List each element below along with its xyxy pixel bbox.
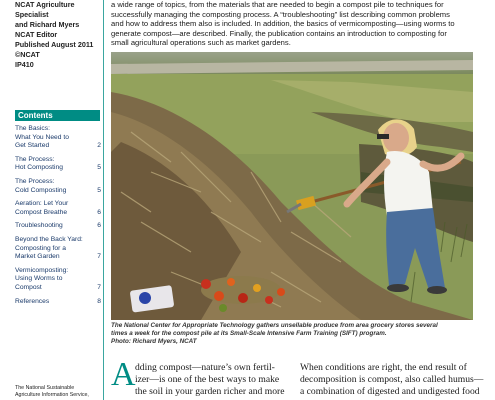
sidebar-footer [15,385,101,398]
body-column-right [300,362,484,398]
toc-entry-label: Beyond the Back Yard: [15,235,83,243]
toc-entry-label: Market Garden [15,253,60,261]
author-info-line: Published August 2011 [15,40,94,49]
toc-entry-label: Cold Composting [15,186,67,194]
toc-entry[interactable] [15,298,101,307]
toc-entry-page: 2 [97,142,101,150]
caption-line: Photo: Richard Myers, NCAT [111,338,197,346]
intro-line: a wide range of topics, from the materials that are needed to begin a compost pile to techniques for [111,0,444,9]
toc-entry-page: 7 [97,253,101,261]
body-text-line: dding compost—nature’s own fertil- [135,362,275,373]
author-info-line: NCAT Agriculture [15,0,75,9]
toc-entry-label: Compost Breathe [15,208,68,216]
toc-entry[interactable] [15,178,101,195]
toc-entry-page: 6 [97,222,101,230]
author-info-line: Specialist [15,10,49,19]
toc-entry-label: Hot Composting [15,164,63,172]
contents-heading: Contents [15,110,100,121]
toc-entry-page: 7 [97,283,101,291]
toc-entry-label: The Process: [15,177,55,185]
caption-line: times a week for the compost pile at its Small-Scale Intensive Farm Training (SIFT) program. [111,330,387,338]
compost-photo [111,52,473,320]
body-text-line: When conditions are right, the end result of [300,362,467,373]
toc-entry-label: What You Need to [15,133,69,141]
toc-entry-label: The Process: [15,155,55,163]
author-info-line: and Richard Myers [15,20,80,29]
toc-entry-label: Vermicomposting: [15,266,69,274]
table-of-contents [15,125,101,311]
toc-entry-page: 8 [97,297,101,305]
intro-line: and how to address them also is included. In addition, the basics of vermicomposting—using worms to [111,19,455,29]
toc-entry-page: 5 [97,164,101,172]
sidebar-footer-line: The National Sustainable [15,385,75,391]
toc-entry-label: Using Worms to [15,275,63,283]
toc-entry-label: Troubleshooting [15,222,63,230]
intro-line: small agricultural operations such as market gardens. [111,38,291,48]
body-text-line: decomposition is compost, also called humus— [300,374,484,385]
toc-entry[interactable] [15,222,101,231]
toc-entry-page: 6 [97,208,101,216]
toc-entry-label: References [15,297,50,305]
toc-entry-page: 5 [97,186,101,194]
toc-entry-label: The Basics: [15,125,50,132]
body-text-line: a combination of digested and undigested food [300,386,480,397]
drop-cap: A [111,356,136,393]
sidebar [0,0,104,400]
sidebar-footer-line: Agriculture Information Service, [15,391,89,398]
toc-entry-label: Get Started [15,142,50,150]
intro-line: generate compost—are described. Finally, the publication contains an introduction to composting for [111,28,447,38]
toc-entry[interactable] [15,200,101,217]
toc-entry[interactable] [15,236,101,262]
toc-entry-label: Aeration: Let Your [15,200,69,208]
intro-line: successfully managing the composting process. A “troubleshooting” list describing common problems [111,9,450,19]
author-info-line: NCAT Editor [15,30,58,39]
toc-entry[interactable] [15,156,101,173]
intro-paragraph [111,0,479,48]
caption-line: The National Center for Appropriate Technology gathers unsellable produce from area grocery stores several [111,322,438,329]
author-info [15,0,101,70]
toc-entry[interactable] [15,267,101,293]
body-text-line: the soil in your garden richer and more [135,386,285,397]
toc-entry-label: Composting for a [15,244,66,252]
toc-entry-label: Compost [15,283,42,291]
author-info-line: IP410 [15,60,34,69]
photo-caption [111,322,475,347]
body-column-left [135,362,285,398]
toc-entry[interactable] [15,125,101,151]
body-text-line: izer—is one of the best ways to make [135,374,280,385]
author-info-line: ©NCAT [15,50,40,59]
